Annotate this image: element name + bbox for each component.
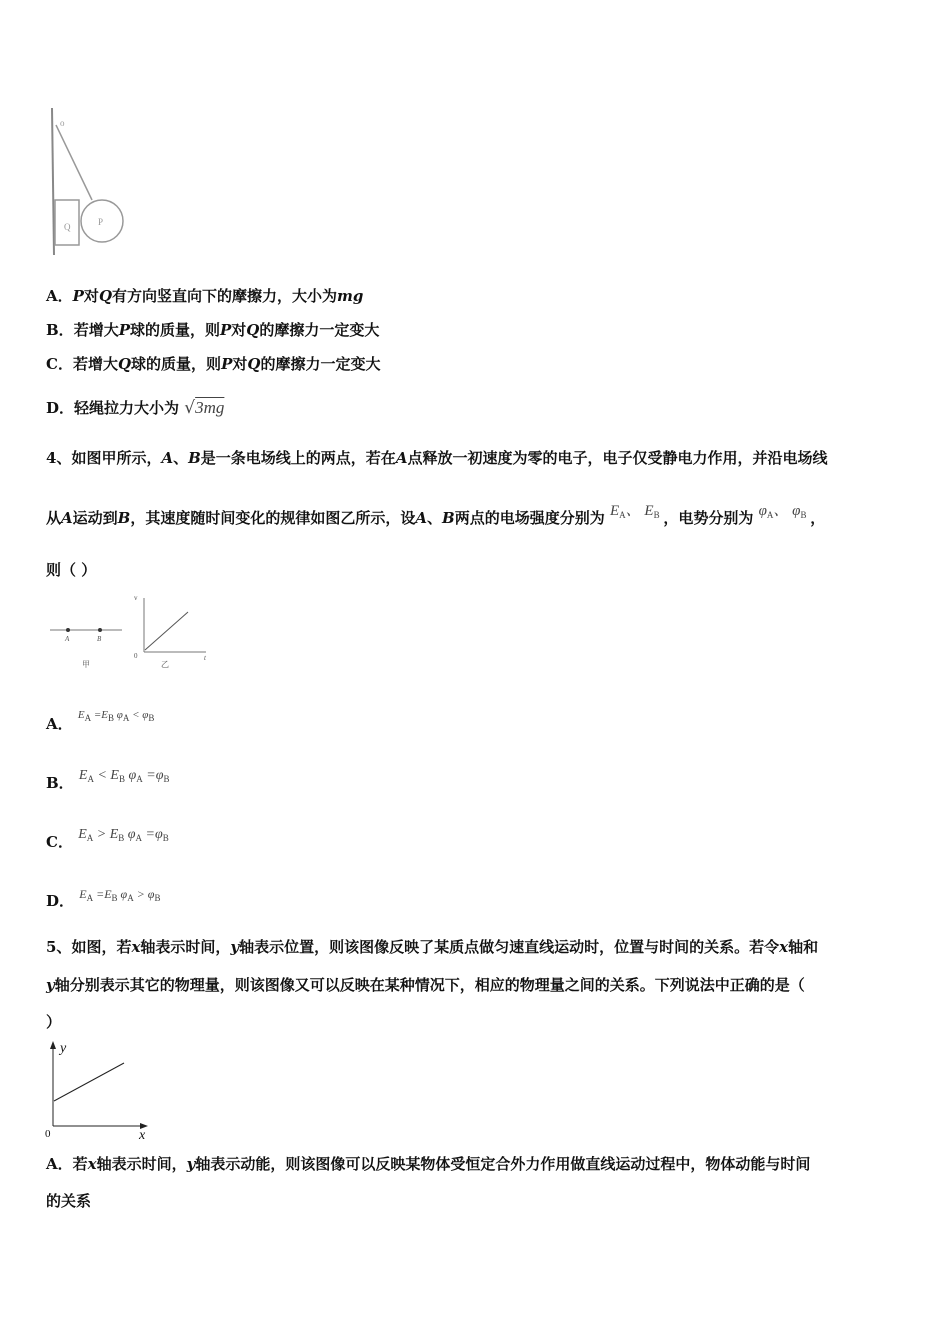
q5-stem-line2: y轴分别表示其它的物理量，则该图像又可以反映在某种情况下，相应的物理量之间的关系。下列说法中正确的是（ <box>46 976 805 994</box>
q4-axis-v-label: v <box>134 594 138 602</box>
q3-option-c: C．若增大Q球的质量，则P对Q的摩擦力一定变大 <box>46 355 381 373</box>
q4-stem-line1: 4、如图甲所示，A、B是一条电场线上的两点，若在A点释放一初速度为零的电子，电子仅受静电力作用，并沿电场线 <box>46 449 828 467</box>
q4-option-d-formula: EA =EB φA > φB <box>79 887 161 903</box>
q4-option-d: D． $^{E_A =E_B \varphi_A > \varphi_B}$ <box>46 887 161 910</box>
q3-figure <box>40 100 140 260</box>
q4-point-b-dot <box>98 628 102 632</box>
q5-axis-x-label: x <box>139 1128 146 1143</box>
q4-figure <box>46 588 216 673</box>
q4-option-a-formula: EA =EB φA < φB <box>77 709 155 723</box>
q4-option-c-formula: $E_A > E_B$ $\varphi_A =\varphi_B$ <box>78 827 169 843</box>
q5-graph-line <box>54 1063 124 1101</box>
q5-option-a-cont: 的关系 <box>46 1192 92 1210</box>
q4-option-b: B． $E_A < E_B$ $\varphi_A =\varphi_B$ <box>46 768 170 792</box>
q3-wall <box>52 108 54 255</box>
q3-option-a: A．P对Q有方向竖直向下的摩擦力，大小为mg <box>46 287 364 305</box>
q4-potential-symbols: $\varphi_A$、 $\varphi_B$ <box>758 503 807 520</box>
sqrt-symbol: √ <box>184 398 196 418</box>
q5-y-arrow <box>50 1041 56 1049</box>
q4-caption-left: 甲 <box>82 660 90 669</box>
q3-label-o: o <box>60 118 65 128</box>
q4-option-b-formula: $E_A < E_B$ $\varphi_A =\varphi_B$ <box>78 768 170 784</box>
q5-stem-line3: ） <box>46 1013 62 1031</box>
q5-stem-line1: 5、如图，若x轴表示时间，y轴表示位置，则该图像反映了某质点做匀速直线运动时，位置与时间的关系。若令x轴和 <box>46 938 819 956</box>
q4-point-a-label: A <box>65 635 70 643</box>
q4-option-a: A． $^{E_A =E_B \varphi_A < \varphi_B}$ <box>46 709 155 733</box>
q4-point-b-label: B <box>97 635 102 643</box>
q4-field-strength-symbols: $E_A$、 $E_B$ <box>609 503 660 520</box>
q5-axis-y-label: y <box>60 1041 67 1056</box>
q4-stem-line2: 从A运动到B，其速度随时间变化的规律如图乙所示，设A、B两点的电场强度分别为 $E_A$、 $E_B$ ，电势分别为 $\varphi_A$、 $\varphi_B$ ， <box>46 503 826 527</box>
q5-figure <box>40 1038 160 1143</box>
q4-point-a-dot <box>66 628 70 632</box>
q3-label-p: P <box>98 217 104 227</box>
q4-option-c: C． $E_A > E_B$ $\varphi_A =\varphi_B$ <box>46 827 169 851</box>
q4-stem-line3: 则（ ） <box>46 561 97 579</box>
q3-option-b: B．若增大P球的质量，则P对Q的摩擦力一定变大 <box>46 321 380 339</box>
q4-caption-right: 乙 <box>161 660 169 669</box>
q5-option-a: A．若x轴表示时间，y轴表示动能，则该图像可以反映某物体受恒定合外力作用做直线运动过程中，物体动能与时间 <box>46 1155 811 1173</box>
q4-vt-line <box>145 612 188 650</box>
q3-option-d: D．轻绳拉力大小为 √3mg <box>46 398 225 418</box>
q3-label-q: Q <box>64 222 71 232</box>
q4-origin-label: 0 <box>134 652 138 660</box>
q5-origin-label: 0 <box>45 1128 51 1140</box>
q4-axis-t-label: t <box>204 654 206 662</box>
q3-rope <box>56 125 92 200</box>
